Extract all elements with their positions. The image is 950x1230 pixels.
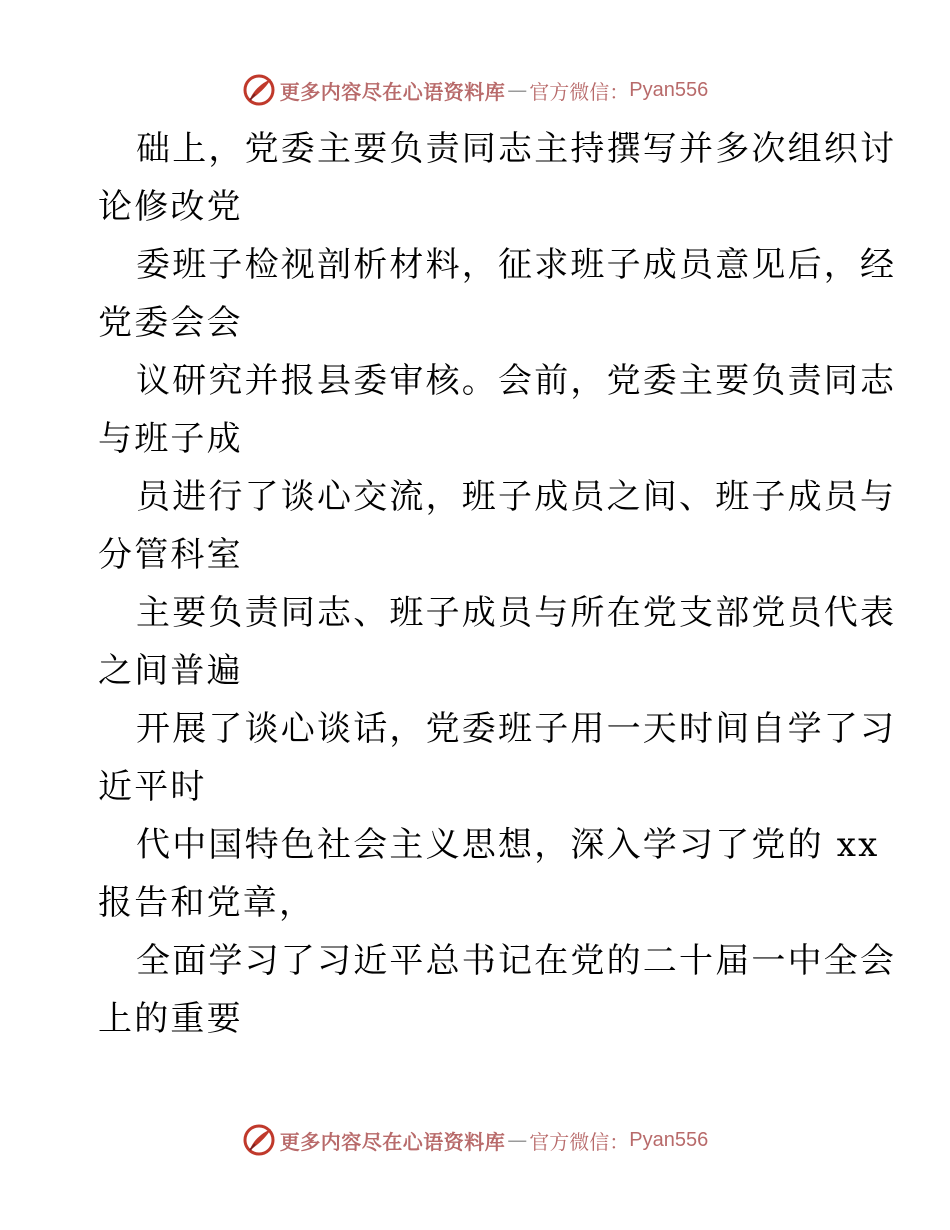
- text-line: 近平时: [98, 767, 207, 807]
- banner-dash: —: [507, 1128, 528, 1152]
- text-line: 础上，党委主要负责同志主持撰写并多次组织讨: [136, 129, 897, 169]
- banner-wechat-label: 官方微信：: [529, 79, 630, 104]
- text-line: 报告和党章，: [98, 883, 316, 923]
- footer-banner: [0, 1120, 950, 1160]
- header-banner: [0, 70, 950, 110]
- banner-wechat-label: 官方微信：: [529, 1129, 630, 1154]
- quill-logo-icon: [242, 1123, 276, 1157]
- text-line: 之间普遍: [98, 651, 243, 691]
- text-line: 代中国特色社会主义思想，深入学习了党的 xx: [136, 825, 880, 865]
- text-line: 主要负责同志、班子成员与所在党支部党员代表: [136, 593, 897, 633]
- body-text: [98, 120, 897, 1048]
- banner-wechat-id: Pyan556: [629, 78, 709, 101]
- text-line: 委班子检视剖析材料，征求班子成员意见后，经: [136, 245, 897, 285]
- banner-wechat-id: Pyan556: [629, 1128, 709, 1151]
- text-line: 全面学习了习近平总书记在党的二十届一中全会: [136, 941, 897, 981]
- banner-dash: —: [507, 78, 528, 102]
- text-line: 党委会会: [98, 303, 243, 343]
- text-line: 论修改党: [98, 187, 243, 227]
- text-line: 上的重要: [98, 999, 243, 1039]
- quill-logo-icon: [242, 73, 276, 107]
- text-line: 开展了谈心谈话，党委班子用一天时间自学了习: [136, 709, 897, 749]
- text-line: 分管科室: [98, 535, 243, 575]
- text-line: 与班子成: [98, 419, 243, 459]
- text-line: 议研究并报县委审核。会前，党委主要负责同志: [136, 361, 897, 401]
- banner-main-text: 更多内容尽在心语资料库: [279, 79, 506, 104]
- text-line: 员进行了谈心交流，班子成员之间、班子成员与: [136, 477, 897, 517]
- banner-main-text: 更多内容尽在心语资料库: [279, 1129, 506, 1154]
